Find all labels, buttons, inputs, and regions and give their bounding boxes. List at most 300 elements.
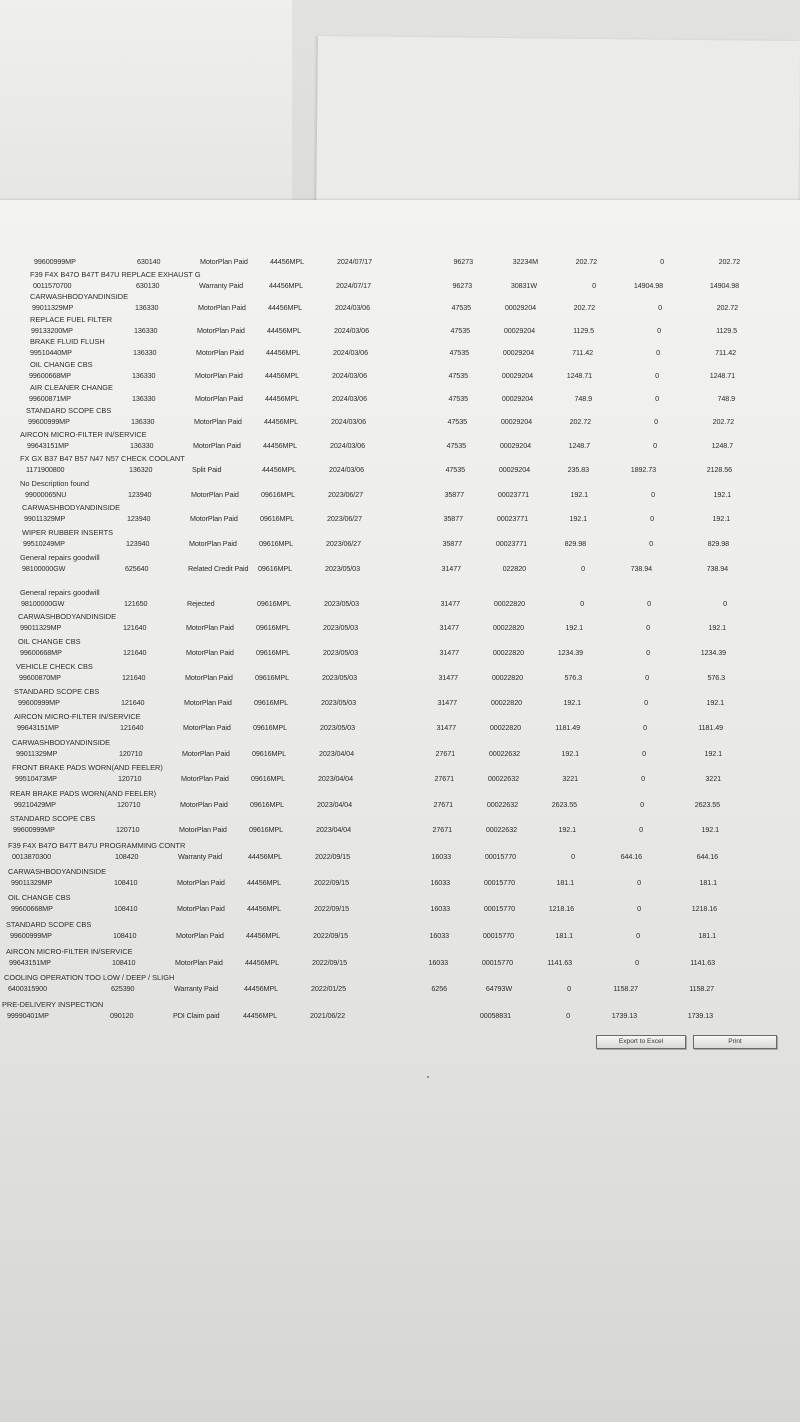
amount-total: 192.1: [713, 490, 731, 499]
claim-reference: 00023771: [496, 514, 528, 523]
part-number: 99510249MP: [23, 539, 65, 548]
line-description-row: [0, 974, 800, 984]
amount-covered: 1234.39: [557, 648, 583, 657]
plan-code: 09616MPL: [249, 825, 283, 834]
job-code: 136330: [134, 326, 158, 335]
plan-code: 44456MPL: [245, 958, 279, 967]
claim-date: 2021/06/22: [310, 1011, 345, 1020]
amount-covered: 1248.7: [568, 441, 590, 450]
claim-date: 2022/09/15: [314, 878, 349, 887]
job-code: 123940: [128, 490, 152, 499]
line-description: AIR CLEANER CHANGE: [30, 383, 113, 392]
amount-covered: 0: [592, 281, 596, 290]
part-number: 99000065NU: [25, 490, 67, 499]
line-description: No Description found: [20, 479, 90, 488]
amount-covered: 0: [566, 1011, 570, 1020]
amount-covered: 202.72: [569, 417, 591, 426]
invoice-number: 96273: [453, 257, 473, 266]
job-code: 123940: [126, 539, 150, 548]
claim-date: 2024/03/06: [332, 394, 367, 403]
claim-date: 2023/05/03: [320, 723, 355, 732]
amount-warranty: 0: [654, 417, 658, 426]
invoice-number: 31477: [436, 723, 456, 732]
plan-code: 44456MPL: [264, 417, 298, 426]
invoice-number: 47535: [450, 326, 470, 335]
claim-row: [0, 624, 800, 638]
paper-speck: [427, 1076, 429, 1078]
line-description-row: [0, 713, 800, 723]
payment-status: MotorPlan Paid: [175, 958, 223, 967]
amount-total: 202.72: [718, 257, 740, 266]
invoice-number: 31477: [437, 698, 457, 707]
line-description-row: [0, 589, 800, 599]
job-code: 108410: [114, 904, 138, 913]
amount-warranty: 0: [653, 441, 657, 450]
amount-covered: 192.1: [561, 749, 579, 758]
amount-covered: 0: [567, 984, 571, 993]
amount-covered: 1129.5: [573, 326, 594, 335]
amount-warranty: 0: [642, 749, 646, 758]
claim-reference: 00029204: [499, 441, 531, 450]
job-code: 630130: [136, 281, 160, 290]
line-description-row: [0, 554, 800, 564]
claim-row: [0, 801, 800, 815]
invoice-number: 27671: [432, 825, 452, 834]
payment-status: MotorPlan Paid: [186, 648, 234, 657]
part-number: 99600999MP: [10, 931, 52, 940]
amount-total: 1739.13: [687, 1011, 713, 1020]
line-description-row: [0, 894, 800, 904]
line-description-row: [0, 842, 800, 852]
amount-warranty: 0: [655, 371, 659, 380]
payment-status: MotorPlan Paid: [177, 904, 225, 913]
plan-code: 09616MPL: [257, 599, 291, 608]
claim-row: [0, 750, 800, 764]
claim-date: 2024/03/06: [329, 465, 364, 474]
payment-status: MotorPlan Paid: [185, 673, 233, 682]
amount-total: 1218.16: [691, 904, 717, 913]
amount-total: 711.42: [715, 348, 736, 357]
amount-covered: 181.1: [556, 878, 574, 887]
claim-reference: 00015770: [481, 958, 513, 967]
amount-covered: 0: [580, 599, 584, 608]
line-description-row: [0, 455, 800, 465]
claim-row: [0, 491, 800, 505]
line-description-row: [0, 407, 800, 417]
line-description-row: [0, 529, 800, 539]
amount-total: 181.1: [698, 931, 716, 940]
claim-reference: 00029204: [502, 348, 534, 357]
part-number: 0011570700: [33, 281, 72, 290]
invoice-number: 47535: [447, 417, 467, 426]
claim-reference: 00029204: [503, 326, 535, 335]
claim-reference: 00015770: [484, 852, 516, 861]
claim-date: 2023/05/03: [323, 623, 358, 632]
claim-reference: 00029204: [500, 417, 532, 426]
claim-reference: 00058831: [479, 1011, 511, 1020]
claim-reference: 00015770: [483, 878, 515, 887]
amount-warranty: 644.16: [620, 852, 642, 861]
line-description-row: [0, 868, 800, 878]
claim-reference: 00022632: [486, 800, 518, 809]
amount-total: 192.1: [712, 514, 730, 523]
amount-warranty: 0: [637, 878, 641, 887]
payment-status: MotorPlan Paid: [181, 774, 229, 783]
claim-reference: 00029204: [501, 394, 533, 403]
claim-reference: 00022820: [489, 723, 521, 732]
amount-warranty: 0: [647, 599, 651, 608]
part-number: 99210429MP: [14, 800, 56, 809]
plan-code: 09616MPL: [254, 698, 288, 707]
part-number: 99133200MP: [31, 326, 73, 335]
amount-covered: 202.72: [573, 303, 595, 312]
amount-total: 1181.49: [698, 723, 723, 732]
payment-status: MotorPlan Paid: [198, 303, 246, 312]
amount-total: 644.16: [696, 852, 718, 861]
invoice-number: 16033: [428, 958, 448, 967]
claim-row: [0, 853, 800, 867]
part-number: 99643151MP: [27, 441, 69, 450]
amount-covered: 192.1: [569, 514, 587, 523]
part-number: 99600999MP: [34, 257, 76, 266]
line-description-row: [0, 739, 800, 749]
line-description: AIRCON MICRO-FILTER IN/SERVICE: [20, 430, 147, 439]
part-number: 99600668MP: [20, 648, 62, 657]
plan-code: 44456MPL: [270, 257, 304, 266]
claim-row: [0, 515, 800, 529]
part-number: 6400315900: [8, 984, 47, 993]
part-number: 99510473MP: [15, 774, 57, 783]
claim-reference: 00023771: [497, 490, 529, 499]
amount-warranty: 0: [645, 673, 649, 682]
amount-warranty: 0: [641, 774, 645, 783]
amount-warranty: 0: [649, 539, 653, 548]
part-number: 0013870300: [12, 852, 51, 861]
claim-date: 2024/03/06: [332, 371, 367, 380]
invoice-number: 35877: [444, 490, 464, 499]
claim-date: 2023/05/03: [321, 698, 356, 707]
plan-code: 09616MPL: [256, 623, 290, 632]
invoice-number: 47535: [445, 465, 465, 474]
claim-row: [0, 565, 800, 579]
claim-date: 2023/04/04: [317, 800, 352, 809]
line-description-row: [0, 688, 800, 698]
amount-warranty: 0: [646, 623, 650, 632]
claim-date: 2023/05/03: [323, 648, 358, 657]
claim-row: [0, 1012, 800, 1026]
line-description-row: [0, 271, 800, 281]
claim-reference: 00029204: [504, 303, 536, 312]
plan-code: 44456MPL: [265, 394, 299, 403]
line-description-row: [0, 338, 800, 348]
amount-covered: 829.98: [564, 539, 586, 548]
amount-total: 1248.7: [711, 441, 733, 450]
amount-warranty: 0: [656, 348, 660, 357]
amount-covered: 202.72: [575, 257, 597, 266]
claim-reference: 00022820: [490, 698, 522, 707]
line-description-row: [0, 431, 800, 441]
amount-warranty: 0: [635, 958, 639, 967]
line-description: CARWASHBODYANDINSIDE: [12, 738, 111, 747]
payment-status: MotorPlan Paid: [179, 825, 227, 834]
amount-warranty: 0: [646, 648, 650, 657]
part-number: 99510440MP: [30, 348, 72, 357]
part-number: 99600999MP: [18, 698, 60, 707]
amount-warranty: 0: [651, 490, 655, 499]
plan-code: 44456MPL: [266, 348, 300, 357]
claim-reference: 00029204: [498, 465, 530, 474]
invoice-number: 16033: [429, 931, 449, 940]
part-number: 99600870MP: [19, 673, 61, 682]
line-description-row: [0, 638, 800, 648]
amount-covered: 0: [581, 564, 585, 573]
payment-status: MotorPlan Paid: [195, 394, 243, 403]
claim-reference: 00022820: [492, 623, 524, 632]
plan-code: 09616MPL: [250, 800, 284, 809]
amount-total: 1129.5: [716, 326, 737, 335]
plan-code: 44456MPL: [262, 465, 296, 474]
amount-warranty: 0: [658, 303, 662, 312]
payment-status: MotorPlan Paid: [200, 257, 248, 266]
claim-row: [0, 699, 800, 713]
claim-row: [0, 540, 800, 554]
invoice-number: 47535: [448, 394, 468, 403]
amount-warranty: 0: [643, 723, 647, 732]
payment-status: MotorPlan Paid: [186, 623, 234, 632]
amount-total: 748.9: [717, 394, 735, 403]
claim-row: [0, 826, 800, 840]
plan-code: 09616MPL: [260, 514, 294, 523]
amount-total: 2623.55: [694, 800, 720, 809]
claim-date: 2022/09/15: [313, 931, 348, 940]
line-description: VEHICLE CHECK CBS: [16, 662, 93, 671]
line-description: PRE-DELIVERY INSPECTION: [2, 1000, 104, 1009]
amount-warranty: 0: [640, 800, 644, 809]
line-description: CARWASHBODYANDINSIDE: [18, 612, 117, 621]
amount-total: 192.1: [704, 749, 722, 758]
amount-covered: 192.1: [558, 825, 576, 834]
amount-warranty: 1158.27: [613, 984, 638, 993]
claim-reference: 00022820: [491, 673, 523, 682]
job-code: 108420: [115, 852, 139, 861]
line-description: BRAKE FLUID FLUSH: [30, 337, 105, 346]
plan-code: 44456MPL: [247, 904, 281, 913]
line-description: REAR BRAKE PADS WORN(AND FEELER): [10, 789, 157, 798]
line-description: CARWASHBODYANDINSIDE: [30, 292, 129, 301]
invoice-number: 16033: [430, 878, 450, 887]
line-description-row: [0, 1001, 800, 1011]
job-code: 108410: [112, 958, 136, 967]
payment-status: Rejected: [187, 599, 215, 608]
claim-date: 2023/04/04: [319, 749, 354, 758]
invoice-number: 31477: [439, 648, 459, 657]
line-description-row: [0, 790, 800, 800]
amount-total: 2128.56: [706, 465, 732, 474]
amount-warranty: 0: [637, 904, 641, 913]
plan-code: 44456MPL: [248, 852, 282, 861]
line-description-row: [0, 663, 800, 673]
job-code: 136330: [132, 394, 156, 403]
job-code: 090120: [110, 1011, 134, 1020]
claim-date: 2024/03/06: [331, 417, 366, 426]
amount-covered: 748.9: [574, 394, 592, 403]
amount-total: 192.1: [701, 825, 719, 834]
invoice-number: 16033: [431, 852, 451, 861]
part-number: 99600668MP: [29, 371, 71, 380]
part-number: 99600999MP: [28, 417, 70, 426]
line-description: FX GX B37 B47 B57 N47 N57 CHECK COOLANT: [20, 454, 185, 463]
invoice-number: 31477: [438, 673, 458, 682]
amount-covered: 1248.71: [566, 371, 592, 380]
amount-warranty: 1739.13: [611, 1011, 637, 1020]
invoice-number: 47535: [446, 441, 466, 450]
amount-warranty: 0: [657, 326, 661, 335]
claim-row: [0, 724, 800, 738]
claim-date: 2022/09/15: [315, 852, 350, 861]
job-code: 136320: [129, 465, 153, 474]
claim-date: 2024/03/06: [335, 303, 370, 312]
amount-total: 576.3: [707, 673, 725, 682]
part-number: 99011329MP: [11, 878, 53, 887]
claim-date: 2024/07/17: [336, 281, 371, 290]
job-code: 121650: [124, 599, 148, 608]
invoice-number: 35877: [443, 514, 463, 523]
invoice-number: 31477: [441, 564, 461, 573]
amount-covered: 711.42: [572, 348, 593, 357]
claim-reference: 30831W: [510, 281, 537, 290]
line-description: CARWASHBODYANDINSIDE: [22, 503, 121, 512]
claim-date: 2023/04/04: [318, 774, 353, 783]
invoice-number: 27671: [434, 774, 454, 783]
amount-covered: 1141.63: [547, 958, 572, 967]
amount-total: 14904.98: [709, 281, 739, 290]
line-description-row: [0, 480, 800, 490]
part-number: 99011329MP: [16, 749, 58, 758]
plan-code: 09616MPL: [252, 749, 286, 758]
plan-code: 44456MPL: [247, 878, 281, 887]
payment-status: MotorPlan Paid: [193, 441, 241, 450]
line-description-row: [0, 764, 800, 774]
amount-total: 192.1: [708, 623, 726, 632]
claim-row: [0, 775, 800, 789]
amount-covered: 3221: [562, 774, 578, 783]
amount-total: 192.1: [706, 698, 724, 707]
payment-status: MotorPlan Paid: [191, 490, 239, 499]
job-code: 625640: [125, 564, 149, 573]
part-number: 99600871MP: [29, 394, 71, 403]
job-code: 630140: [137, 257, 161, 266]
invoice-number: 47535: [451, 303, 471, 312]
payment-status: MotorPlan Paid: [196, 348, 244, 357]
job-code: 136330: [135, 303, 159, 312]
claim-reference: 00023771: [495, 539, 527, 548]
amount-covered: 1218.16: [548, 904, 574, 913]
line-description: OIL CHANGE CBS: [30, 360, 93, 369]
job-code: 108410: [113, 931, 137, 940]
claim-date: 2024/03/06: [330, 441, 365, 450]
claim-date: 2023/05/03: [324, 599, 359, 608]
job-code: 136330: [130, 441, 154, 450]
job-code: 625390: [111, 984, 135, 993]
invoice-number: 16033: [430, 904, 450, 913]
payment-status: Warranty Paid: [199, 281, 243, 290]
amount-warranty: 0: [655, 394, 659, 403]
payment-status: MotorPlan Paid: [183, 723, 231, 732]
claim-date: 2022/01/25: [311, 984, 346, 993]
part-number: 99011329MP: [32, 303, 74, 312]
claim-reference: 00022632: [488, 749, 520, 758]
line-description-row: [0, 921, 800, 931]
payment-status: MotorPlan Paid: [195, 371, 243, 380]
payment-status: MotorPlan Paid: [176, 931, 224, 940]
line-description-row: [0, 815, 800, 825]
payment-status: MotorPlan Paid: [177, 878, 225, 887]
claim-row: [0, 959, 800, 973]
payment-status: MotorPlan Paid: [180, 800, 228, 809]
claim-row: [0, 600, 800, 614]
payment-status: MotorPlan Paid: [189, 539, 237, 548]
amount-covered: 2623.55: [551, 800, 577, 809]
claim-reference: 00022632: [485, 825, 517, 834]
line-description: STANDARD SCOPE CBS: [26, 406, 112, 415]
job-code: 121640: [123, 648, 147, 657]
plan-code: 09616MPL: [256, 648, 290, 657]
amount-total: 1141.63: [690, 958, 715, 967]
amount-total: 1234.39: [700, 648, 726, 657]
claim-row: [0, 905, 800, 919]
line-description: STANDARD SCOPE CBS: [10, 814, 96, 823]
line-description: OIL CHANGE CBS: [18, 637, 81, 646]
claim-row: [0, 879, 800, 893]
plan-code: 44456MPL: [246, 931, 280, 940]
plan-code: 44456MPL: [267, 326, 301, 335]
job-code: 136330: [133, 348, 157, 357]
amount-covered: 0: [571, 852, 575, 861]
payment-status: MotorPlan Paid: [182, 749, 230, 758]
part-number: 1171900800: [26, 465, 65, 474]
claim-reference: 00022820: [492, 648, 524, 657]
amount-total: 181.1: [699, 878, 717, 887]
job-code: 121640: [122, 673, 146, 682]
amount-covered: 192.1: [570, 490, 588, 499]
payment-status: MotorPlan Paid: [184, 698, 232, 707]
amount-covered: 576.3: [564, 673, 582, 682]
job-code: 120710: [119, 749, 143, 758]
job-code: 120710: [116, 825, 140, 834]
plan-code: 09616MPL: [261, 490, 295, 499]
plan-code: 44456MPL: [244, 984, 278, 993]
part-number: 99011329MP: [24, 514, 66, 523]
export-to-excel-button[interactable]: Export to Excel: [596, 1035, 686, 1049]
claim-date: 2024/07/17: [337, 257, 372, 266]
line-description: STANDARD SCOPE CBS: [6, 920, 92, 929]
print-button[interactable]: Print: [693, 1035, 777, 1049]
amount-warranty: 0: [644, 698, 648, 707]
invoice-number: 31477: [440, 599, 460, 608]
amount-covered: 235.83: [567, 465, 589, 474]
invoice-number: 35877: [442, 539, 462, 548]
line-description: F39 F4X B47O B47T B47U REPLACE EXHAUST G: [30, 270, 201, 279]
amount-total: 738.94: [706, 564, 728, 573]
claim-reference: 00029204: [501, 371, 533, 380]
line-description: FRONT BRAKE PADS WORN(AND FEELER): [12, 763, 163, 772]
amount-total: 0: [723, 599, 727, 608]
job-code: 136330: [131, 417, 155, 426]
amount-total: 1158.27: [689, 984, 714, 993]
part-number: 99600999MP: [13, 825, 55, 834]
plan-code: 44456MPL: [243, 1011, 277, 1020]
line-description-row: [0, 613, 800, 623]
